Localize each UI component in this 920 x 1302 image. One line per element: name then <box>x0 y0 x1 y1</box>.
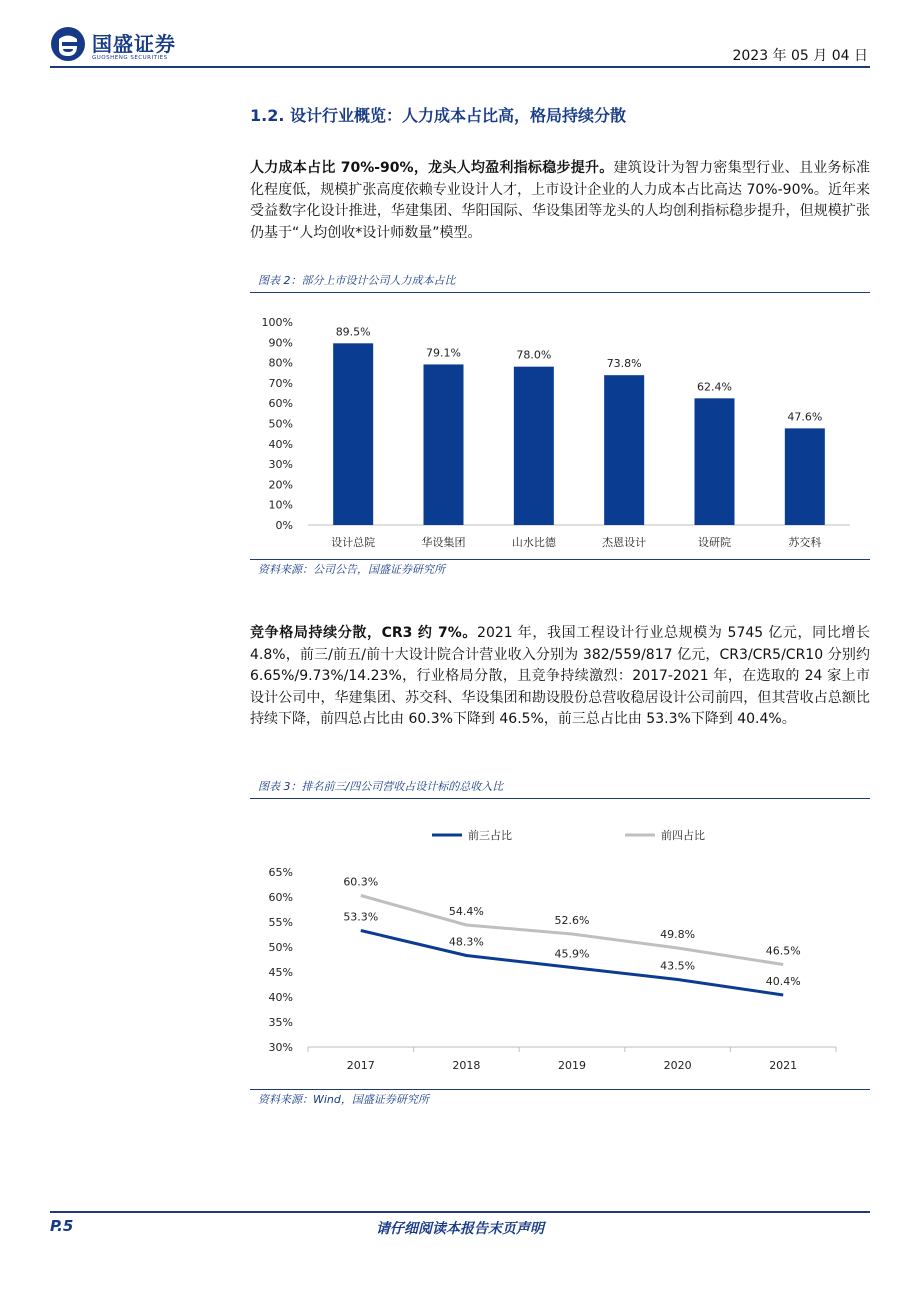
data-label: 45.9% <box>554 947 590 961</box>
x-tick-label: 设计总院 <box>331 536 376 549</box>
page-number: P.5 <box>50 1217 74 1235</box>
data-label: 43.5% <box>660 959 696 973</box>
figure3-source: 资料来源：Wind，国盛证券研究所 <box>258 1093 429 1106</box>
y-tick-label: 60% <box>268 397 293 411</box>
report-date: 2023 年 05 月 04 日 <box>732 48 868 64</box>
x-tick-label: 设研院 <box>698 536 731 549</box>
bar <box>695 398 735 525</box>
x-tick-label: 2017 <box>346 1059 375 1072</box>
x-tick-label: 华设集团 <box>421 536 466 549</box>
paragraph-lead: 竞争格局持续分散，CR3 约 7%。 <box>250 625 478 641</box>
y-tick-label: 40% <box>268 437 293 451</box>
y-tick-label: 10% <box>268 498 293 512</box>
figure2-source: 资料来源：公司公告，国盛证券研究所 <box>258 563 445 576</box>
y-tick-label: 20% <box>268 478 293 492</box>
figure3-top-rule <box>250 798 870 799</box>
footer-divider <box>50 1211 870 1213</box>
bar <box>424 364 464 525</box>
figure3-bottom-rule <box>250 1089 870 1090</box>
figure2-top-rule <box>250 292 870 293</box>
y-tick-label: 55% <box>268 916 293 929</box>
y-tick-label: 50% <box>268 941 293 954</box>
data-label: 47.6% <box>787 410 823 424</box>
x-tick-label: 2020 <box>663 1059 692 1072</box>
x-tick-label: 苏交科 <box>788 536 822 549</box>
data-label: 40.4% <box>765 975 801 988</box>
data-label: 78.0% <box>516 348 552 362</box>
y-tick-label: 65% <box>268 866 293 879</box>
data-label: 48.3% <box>448 935 484 949</box>
x-tick-label: 杰恩设计 <box>602 536 647 549</box>
data-label: 54.4% <box>448 905 484 918</box>
series-line <box>361 931 783 996</box>
data-label: 46.5% <box>765 944 801 958</box>
data-label: 79.1% <box>426 346 461 360</box>
legend-label: 前四占比 <box>661 829 705 842</box>
header-divider <box>50 66 870 68</box>
figure2-title: 图表 2：部分上市设计公司人力成本占比 <box>258 274 456 287</box>
y-tick-label: 90% <box>268 336 293 350</box>
data-label: 53.3% <box>343 910 379 924</box>
data-label: 60.3% <box>343 875 379 889</box>
legend-label: 前三占比 <box>468 829 512 842</box>
bar-chart <box>250 300 870 558</box>
figure3-title: 图表 3：排名前三/四公司营收占设计标的总收入比 <box>258 780 504 793</box>
paragraph-competition <box>250 623 870 731</box>
y-tick-label: 70% <box>268 376 293 390</box>
y-tick-label: 30% <box>268 458 293 472</box>
paragraph-lead: 人力成本占比 70%-90%，龙头人均盈利指标稳步提升。 <box>250 160 614 176</box>
paragraph-body: 建筑设计为智力密集型行业、且业务标准化程度低，规模扩张高度依赖专业设计人才，上市设计企业的人力成本占比高达 70%-90%。近年来受益数字化设计推进，华建集团、华阳国际、华设集团等龙头的人均创利指标稳步提升，但规模扩张仍基于“人均创收*设计师数量”模型。 <box>250 160 871 241</box>
bar <box>333 343 373 525</box>
brand-logo <box>50 26 192 66</box>
section-title: 1.2. 设计行业概览：人力成本占比高，格局持续分散 <box>250 106 626 125</box>
data-label: 73.8% <box>606 357 642 371</box>
footer-disclaimer: 请仔细阅读本报告末页声明 <box>376 1221 544 1237</box>
line-chart <box>250 815 870 1085</box>
y-tick-label: 30% <box>268 1041 293 1054</box>
figure2-bottom-rule <box>250 559 870 560</box>
paragraph-body: 2021 年，我国工程设计行业总规模为 5745 亿元，同比增长 4.8%，前三/前五/前十大设计院合计营业收入分别为 382/559/817 亿元，CR3/CR5/CR10 分别约 6.65%/9.73%/14.23%，行业格局分散，且竞争持续激烈：2017-2021 年，在选取的 24 家上市设计公司中，华建集团、苏交科、华设集团和勘设股份总营收稳居设计公司前四，但其营收占总额比持续下降，前四总占比由 60.3%下降到 46.5%，前三总占比由 53.3%下降到 40.4%。 <box>250 625 871 727</box>
brand-subtitle: GUOSHENG SECURITIES <box>92 55 168 61</box>
brand-name: 国盛证券 <box>92 32 176 56</box>
data-label: 49.8% <box>660 928 696 941</box>
y-tick-label: 35% <box>268 1016 293 1029</box>
x-tick-label: 2021 <box>769 1059 798 1072</box>
logo-icon <box>50 26 86 62</box>
y-tick-label: 60% <box>268 891 293 904</box>
bar <box>514 367 554 525</box>
x-tick-label: 2019 <box>558 1059 586 1072</box>
y-tick-label: 40% <box>268 991 293 1004</box>
y-tick-label: 80% <box>268 356 293 370</box>
paragraph-labor-cost <box>250 158 870 244</box>
y-tick-label: 50% <box>268 417 293 431</box>
x-tick-label: 2018 <box>452 1059 481 1072</box>
y-tick-label: 100% <box>261 316 293 329</box>
data-label: 89.5% <box>335 325 371 339</box>
data-label: 62.4% <box>697 380 732 394</box>
bar <box>604 375 644 525</box>
bar <box>785 428 825 525</box>
y-tick-label: 0% <box>275 519 293 532</box>
y-tick-label: 45% <box>268 966 293 979</box>
x-tick-label: 山水比德 <box>511 536 556 549</box>
data-label: 52.6% <box>554 914 590 927</box>
